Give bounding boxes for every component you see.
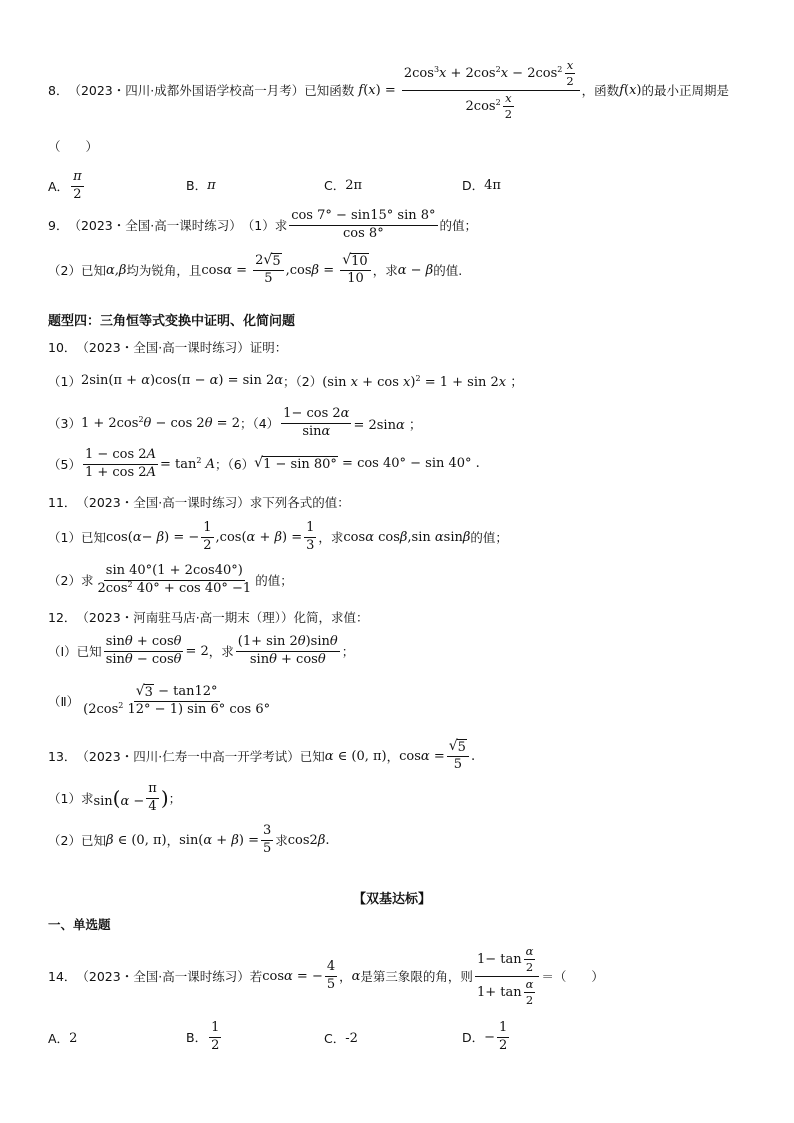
q13-stem-a: 已知 <box>299 749 325 764</box>
q10-eq4-rhs: = 2sinα ； <box>353 417 422 433</box>
q12-number: 12． <box>48 610 77 625</box>
q12-given-rhs: = 2 <box>185 643 209 659</box>
q14-stem-d: ＝（ ） <box>541 969 604 984</box>
q11-source: （2023・全国·高一课时练习） <box>76 495 250 510</box>
q14-stem-b: ， <box>339 969 352 984</box>
q11-part2-fraction: $\frac{\sin 40^\circ(1 + 2\cos 40^\circ)}{2\cos^2 40^\circ + \cos 40^\circ -1}$ <box>97 562 252 596</box>
q11-part2-a: （2）求 <box>48 573 94 588</box>
q13-sin-sum: sin(α + β) = <box>179 832 259 848</box>
q14-option-a-value: 2 <box>69 1030 78 1046</box>
q8-func: f(x) = <box>358 82 400 98</box>
q8-option-a <box>48 170 86 203</box>
q12-given-fraction: $\frac{\sin\theta + \cos\theta}{\sin\theta - \cos\theta}$ <box>105 633 182 667</box>
q11-part1 <box>48 518 508 556</box>
q10-row2 <box>48 406 422 440</box>
q13-part1-a: （1）求 <box>48 791 94 806</box>
q14-fraction: 1− tan $\frac{\alpha}{2}$ 1+ tan $\frac{\alpha}{2}$ <box>475 945 539 1007</box>
q11-part1-c: 的值； <box>470 530 508 545</box>
q10-p5: （5） <box>48 457 81 472</box>
q8-fx: f(x) <box>619 82 642 98</box>
q13-part1-b: ； <box>168 791 182 806</box>
q12-part1-c: ； <box>341 644 355 659</box>
q14-stem <box>48 944 604 1008</box>
q14-option-b-value: $\frac{1}{2}$ <box>211 1020 220 1053</box>
q13-beta-domain: β ∈ (0, π) <box>105 832 167 848</box>
q14-option-b <box>186 1021 223 1054</box>
q14-option-b-label: B． <box>186 1030 208 1046</box>
q13-source: （2023・四川·仁寿一中高一开学考试） <box>76 749 300 764</box>
q13-stem: 13． （2023・四川·仁寿一中高一开学考试） 已知 α ∈ (0, π) ， cosα = √ 5 5 . <box>48 737 476 773</box>
q8-stem-b: ，函数 <box>581 83 620 98</box>
q8-option-d-value: 4π <box>484 177 501 193</box>
q8-option-a-label: A． <box>48 179 70 195</box>
q9-diff: α − β <box>397 262 434 278</box>
q10-eq6: √ 1 − sin 80° = cos 40° − sin 40° . <box>254 454 480 472</box>
q9-part2-c: ，求 <box>372 263 398 278</box>
q14-stem-a: 若 <box>249 969 263 984</box>
q10-eq5-rhs: = $\tan^2 A$ <box>159 455 215 472</box>
q10-source: （2023・全国·高一课时练习） <box>76 340 250 355</box>
q13-target: cos2β. <box>287 832 330 848</box>
q13-part2-b: ， <box>166 833 180 848</box>
q8-option-a-value: $\frac{\pi}{2}$ <box>73 169 82 202</box>
q13-stem-b: ， <box>386 749 400 764</box>
q11-target1: cosα cosβ,sin αsinβ <box>343 529 471 545</box>
q10-p6: ；（6） <box>214 457 255 472</box>
q13-part2-c: 求 <box>275 833 288 848</box>
q9-number: 9． <box>48 218 69 233</box>
section4-title: 题型四：三角恒等式变换中证明、化简问题 <box>48 314 296 329</box>
q10-p3: （3） <box>48 416 81 431</box>
q14-cos-alpha-value: $\frac{4}{5}$ <box>326 958 336 992</box>
q10-p1: （1） <box>48 373 81 389</box>
q9-source: （2023・全国·高一课时练习） <box>68 218 242 233</box>
q14-option-d-sign: − <box>484 1029 496 1045</box>
q11-stem <box>48 493 350 511</box>
q9-part2-d: 的值. <box>433 263 463 278</box>
q12-part1-a: （Ⅰ）已知 <box>48 644 102 659</box>
q11-given1: cos(α− β) = − <box>105 529 200 545</box>
q14-cos-alpha: cosα = − <box>262 968 323 984</box>
q9-part1 <box>48 208 477 242</box>
q9-part2 <box>48 250 462 290</box>
q9-cos-beta-value: √ 10 10 <box>340 253 370 288</box>
q11-part2-b: 的值； <box>255 573 293 588</box>
q11-part2 <box>48 560 293 600</box>
q13-domain: α ∈ (0, π) <box>324 748 387 764</box>
q10-eq4-fraction: $\frac{1- \cos 2\alpha}{\sin\alpha}$ <box>283 405 350 439</box>
q14-option-d-value: $\frac{1}{2}$ <box>499 1020 508 1053</box>
q8-stem <box>48 58 730 121</box>
q12-part2-fraction: √ 3 − tan12° ($2\cos^2$ 12° − 1) sin 6° cos 6° <box>83 682 271 718</box>
q13-part2-a: （2）已知 <box>48 833 106 848</box>
q13-number: 13． <box>48 749 77 764</box>
q14-option-c-value: -2 <box>345 1030 358 1046</box>
q8-option-c-value: 2π <box>345 177 363 193</box>
q14-alpha: α <box>351 968 361 984</box>
q10-row3 <box>48 446 480 482</box>
q10-eq2: (sin x + cos x)$^2$ = 1 + sin 2x ； <box>322 374 524 390</box>
q8-func-fraction: $2\cos^3x + 2\cos^2x - 2\cos^2$ $\frac{x}{2}$ $2\cos^2$ $\frac{x}{2}$ <box>402 59 580 121</box>
q13-sin-expr: sin(α − <box>93 785 145 810</box>
q13-part1 <box>48 780 181 816</box>
q12-source: （2023・河南驻马店·高一期末（理）） <box>76 610 294 625</box>
q14-option-c-label: C． <box>324 1031 346 1046</box>
q9-part1-b: 的值； <box>439 218 478 233</box>
q12-stem <box>48 608 368 626</box>
q9-part2-b: 均为锐角，且 <box>126 263 202 278</box>
q8-stem-c: 的最小正周期是 <box>641 83 730 98</box>
q11-part1-b: ，求 <box>318 530 344 545</box>
q8-number: 8． <box>48 83 69 98</box>
q12-target-fraction: $\frac{(1+ \sin 2\theta)\sin\theta}{\sin\theta + \cos\theta}$ <box>237 633 338 667</box>
q10-eq1: 2sin(π + α)cos(π − α) = sin 2α <box>80 373 284 388</box>
q11-number: 11． <box>48 495 77 510</box>
q12-stem-text: 化简，求值： <box>293 610 369 625</box>
q12-part1-b: ，求 <box>208 644 234 659</box>
q14-stem-c: 是第三象限的角，则 <box>360 969 473 984</box>
q13-cos-alpha: cosα = <box>399 748 445 764</box>
q8-option-d-label: D． <box>462 178 485 193</box>
q14-option-a <box>48 1029 77 1047</box>
section-double-sub: 一、单选题 <box>48 917 111 932</box>
q12-part2 <box>48 680 274 722</box>
q8-paren: （ ） <box>48 139 99 154</box>
q8-option-b-value: π <box>207 177 216 193</box>
q8-option-b-label: B． <box>186 178 208 193</box>
q10-number: 10． <box>48 340 77 355</box>
q10-eq3: $1 + 2\cos^2\theta - \cos 2\theta = 2$ <box>80 414 240 431</box>
q8-option-b <box>186 176 216 194</box>
q9-angles: α,β <box>105 262 127 278</box>
q11-stem-text: 求下列各式的值： <box>249 495 350 510</box>
q10-stem <box>48 338 287 356</box>
q9-fraction: $\frac{\cos 7^\circ - \sin 15^\circ \sin 8^\circ}{\cos 8^\circ}$ <box>291 207 436 241</box>
q11-given2-value: $\frac{1}{3}$ <box>306 519 315 553</box>
q8-option-d <box>462 176 501 194</box>
q11-given2: ,cos(α + β) = <box>215 529 303 545</box>
q8-stem-a: 已知函数 <box>304 83 355 98</box>
q10-row1 <box>48 371 523 390</box>
q14-source: （2023・全国·高一课时练习） <box>76 969 250 984</box>
q11-given1-value: $\frac{1}{2}$ <box>203 519 212 553</box>
q14-number: 14． <box>48 969 77 984</box>
q9-cos-beta: ,cosβ = <box>285 262 339 278</box>
section-double-title: 【双基达标】 <box>353 892 432 907</box>
q14-option-d-label: D． <box>462 1030 485 1046</box>
q9-part1-a: （1）求 <box>241 218 288 233</box>
q14-option-c <box>324 1029 358 1047</box>
q9-cos-alpha-value: 2 √ 5 5 <box>253 253 283 288</box>
q13-pi-over-4: $\frac{\pi}{4}$ <box>148 780 157 814</box>
q8-source: （2023・四川·成都外国语学校高一月考） <box>68 83 305 98</box>
q13-cos-alpha-value: √ 5 5 <box>447 739 469 774</box>
q9-part2-a: （2）已知 <box>48 263 106 278</box>
q13-sin-sum-value: $\frac{3}{5}$ <box>262 822 272 856</box>
q10-eq5-fraction: $\frac{1 - \cos 2A}{1 + \cos 2A}$ <box>84 446 156 480</box>
q11-part1-a: （1）已知 <box>48 530 106 545</box>
q8-option-c <box>324 176 362 194</box>
q13-part2 <box>48 822 329 858</box>
q10-p2: ；（2） <box>283 373 323 389</box>
q8-option-c-label: C． <box>324 178 346 193</box>
q14-option-d <box>462 1021 511 1054</box>
q12-part2-a: （Ⅱ） <box>48 694 80 709</box>
q13-close-paren: ) <box>160 786 169 810</box>
q9-cos-alpha: cosα = <box>201 262 252 278</box>
q12-part1 <box>48 632 354 670</box>
q10-p4: ；（4） <box>239 416 280 431</box>
q10-stem-text: 证明： <box>249 340 288 355</box>
q14-option-a-label: A． <box>48 1031 70 1046</box>
